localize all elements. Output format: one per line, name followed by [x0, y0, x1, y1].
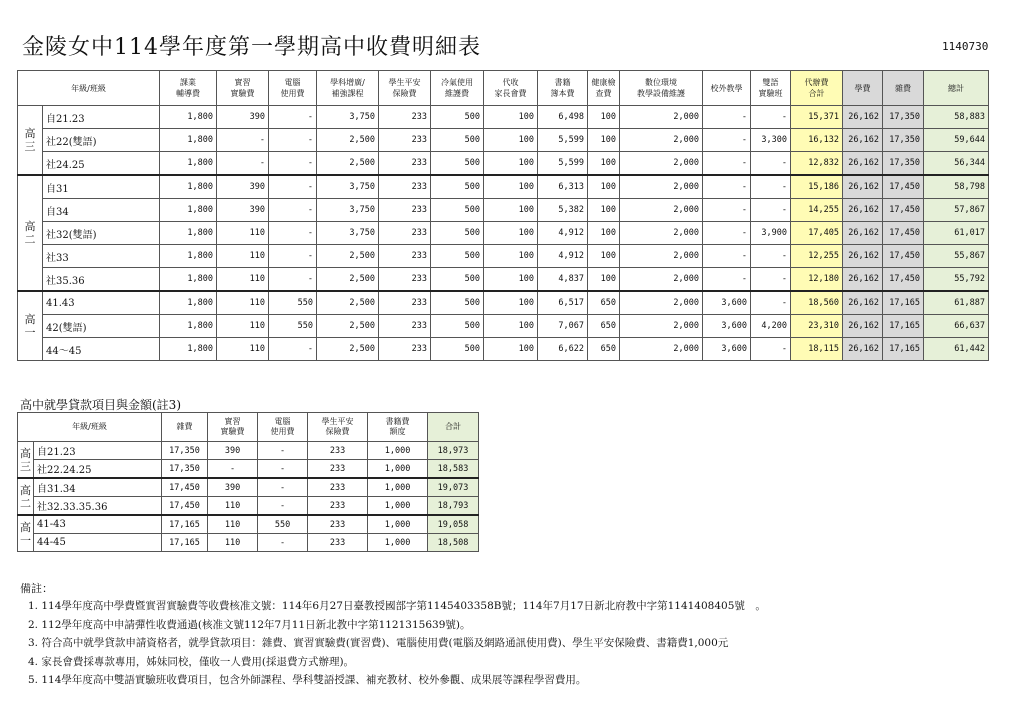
fee-cell: 233 [379, 175, 431, 199]
table-row [18, 129, 989, 152]
fee-cell: 3,750 [317, 222, 379, 245]
class-name: 自21.23 [34, 442, 162, 460]
fee-cell: 110 [217, 222, 269, 245]
fee-cell: 26,162 [843, 106, 883, 129]
fee-cell: - [269, 129, 317, 152]
fee-cell: 2,000 [620, 222, 703, 245]
column-header: 雜費 [883, 71, 924, 106]
fee-cell: 390 [208, 442, 258, 460]
fee-cell: 233 [379, 245, 431, 268]
fee-cell: 100 [484, 338, 538, 361]
class-name: 自34 [43, 199, 160, 222]
table-row [18, 315, 989, 338]
fee-cell: 110 [217, 315, 269, 338]
fee-cell: - [703, 106, 751, 129]
fee-cell: 233 [379, 222, 431, 245]
class-name: 自21.23 [43, 106, 160, 129]
grade-label: 高 三 [18, 106, 43, 176]
fee-cell: 100 [484, 268, 538, 292]
fee-cell: 17,450 [883, 222, 924, 245]
fee-cell: 3,300 [751, 129, 791, 152]
class-name: 社32(雙語) [43, 222, 160, 245]
fee-cell: - [269, 268, 317, 292]
fee-cell: 550 [258, 515, 308, 534]
fee-cell: 2,500 [317, 291, 379, 315]
table-row [18, 106, 989, 129]
fee-cell: 2,000 [620, 291, 703, 315]
column-header: 總計 [924, 71, 989, 106]
fee-cell: 233 [308, 515, 368, 534]
class-name: 社35.36 [43, 268, 160, 292]
fee-cell: 17,350 [162, 460, 208, 479]
fee-cell: 650 [588, 315, 620, 338]
fee-cell: - [258, 534, 308, 552]
fee-cell: - [703, 175, 751, 199]
fee-cell: 233 [308, 534, 368, 552]
fee-cell: 16,132 [791, 129, 843, 152]
fee-cell: 233 [379, 315, 431, 338]
fee-cell: 1,800 [160, 268, 217, 292]
fee-cell: 3,750 [317, 199, 379, 222]
fee-cell: - [269, 152, 317, 176]
fee-cell: 100 [588, 175, 620, 199]
fee-cell: 100 [588, 129, 620, 152]
fee-cell: 17,350 [883, 129, 924, 152]
fee-cell: 500 [431, 338, 484, 361]
fee-cell: 17,165 [162, 534, 208, 552]
fee-cell: 17,450 [162, 497, 208, 516]
fee-cell: - [269, 199, 317, 222]
fee-cell: 1,800 [160, 199, 217, 222]
fee-cell: 4,837 [538, 268, 588, 292]
column-header: 校外教學 [703, 71, 751, 106]
class-name: 41.43 [43, 291, 160, 315]
fee-cell: 4,912 [538, 245, 588, 268]
fee-cell: 110 [217, 338, 269, 361]
class-name: 44～45 [43, 338, 160, 361]
fee-cell: 100 [484, 315, 538, 338]
fee-cell: 26,162 [843, 315, 883, 338]
fee-cell: 26,162 [843, 199, 883, 222]
fee-cell: 26,162 [843, 175, 883, 199]
table-row [18, 175, 989, 199]
fee-cell: - [751, 291, 791, 315]
fee-cell: 3,750 [317, 175, 379, 199]
fee-cell: - [269, 175, 317, 199]
fee-cell: 6,622 [538, 338, 588, 361]
fee-cell: 58,798 [924, 175, 989, 199]
column-header: 學生平安 保險費 [308, 413, 368, 442]
fee-cell: 26,162 [843, 338, 883, 361]
note-item: 4. 家長會費採專款專用，姊妹同校，僅收一人費用(採退費方式辦理)。 [28, 655, 355, 668]
fee-cell: 17,405 [791, 222, 843, 245]
document-number: 1140730 [942, 40, 989, 53]
fee-cell: 17,165 [162, 515, 208, 534]
fee-cell: 17,165 [883, 315, 924, 338]
notes-title: 備註： [20, 582, 53, 595]
fee-cell: 19,058 [428, 515, 479, 534]
fee-cell: 18,508 [428, 534, 479, 552]
fee-cell: 5,599 [538, 152, 588, 176]
column-header: 電腦 使用費 [269, 71, 317, 106]
column-header: 雙語 實驗班 [751, 71, 791, 106]
fee-cell: - [269, 222, 317, 245]
fee-cell: 2,000 [620, 315, 703, 338]
fee-cell: 100 [588, 245, 620, 268]
grade-label: 高 二 [18, 175, 43, 291]
column-header: 健康檢 查費 [588, 71, 620, 106]
fee-cell: 100 [588, 268, 620, 292]
fee-cell: 17,450 [162, 478, 208, 497]
fee-cell: 18,115 [791, 338, 843, 361]
fee-cell: - [258, 442, 308, 460]
fee-cell: 500 [431, 106, 484, 129]
class-name: 41-43 [34, 515, 162, 534]
table-row [18, 152, 989, 176]
fee-cell: 14,255 [791, 199, 843, 222]
fee-cell: 233 [379, 268, 431, 292]
fee-cell: 12,255 [791, 245, 843, 268]
fee-cell: 26,162 [843, 245, 883, 268]
fee-cell: 1,000 [368, 534, 428, 552]
fee-cell: 26,162 [843, 291, 883, 315]
column-header: 冷氣使用 維護費 [431, 71, 484, 106]
fee-cell: 17,165 [883, 291, 924, 315]
fee-cell: 1,800 [160, 315, 217, 338]
fee-cell: 100 [588, 106, 620, 129]
fee-cell: - [269, 338, 317, 361]
fee-cell: 1,800 [160, 338, 217, 361]
fee-cell: - [751, 268, 791, 292]
fee-cell: 2,500 [317, 268, 379, 292]
note-item: 1. 114學年度高中學費暨實習實驗費等收費核准文號：114年6月27日臺教授國部字第1145403358B號；114年7月17日新北府教中字第1141408405號 。 [28, 600, 766, 612]
column-header: 數位環境 教學設備維護 [620, 71, 703, 106]
fee-cell: 2,500 [317, 152, 379, 176]
fee-cell: 1,800 [160, 129, 217, 152]
class-name: 社32.33.35.36 [34, 497, 162, 516]
fee-cell: 110 [208, 534, 258, 552]
fee-cell: 3,900 [751, 222, 791, 245]
column-header: 代辦費 合計 [791, 71, 843, 106]
column-header: 學科增廣/ 補強課程 [317, 71, 379, 106]
table-row [18, 291, 989, 315]
table-row [18, 442, 479, 460]
fee-cell: 1,800 [160, 222, 217, 245]
fee-cell: 3,600 [703, 291, 751, 315]
fee-cell: 100 [484, 245, 538, 268]
fee-cell: 3,750 [317, 106, 379, 129]
fee-cell: 100 [484, 175, 538, 199]
column-header: 代收 家長會費 [484, 71, 538, 106]
fee-cell: 500 [431, 222, 484, 245]
fee-cell: 100 [484, 222, 538, 245]
fee-cell: 6,517 [538, 291, 588, 315]
table-row [18, 460, 479, 479]
fee-cell: 26,162 [843, 222, 883, 245]
fee-cell: 55,867 [924, 245, 989, 268]
fee-cell: 17,350 [883, 106, 924, 129]
column-header: 課業 輔導費 [160, 71, 217, 106]
note-item: 5. 114學年度高中雙語實驗班收費項目，包含外師課程、學科雙語授課、補充教材、校外參觀、成果展等課程學習費用。 [28, 674, 587, 686]
fee-cell: - [703, 245, 751, 268]
fee-cell: - [217, 152, 269, 176]
fee-table [17, 70, 989, 361]
fee-cell: 233 [308, 497, 368, 516]
table-row [18, 515, 479, 534]
fee-cell: 233 [379, 291, 431, 315]
table-row [18, 534, 479, 552]
fee-cell: 100 [484, 106, 538, 129]
fee-cell: 500 [431, 291, 484, 315]
fee-table-header [18, 71, 989, 106]
fee-cell: 233 [308, 478, 368, 497]
fee-cell: 55,792 [924, 268, 989, 292]
fee-cell: - [751, 106, 791, 129]
fee-cell: 5,382 [538, 199, 588, 222]
fee-cell: 500 [431, 129, 484, 152]
fee-cell: 61,442 [924, 338, 989, 361]
fee-cell: - [269, 245, 317, 268]
fee-cell: 57,867 [924, 199, 989, 222]
fee-cell: 110 [217, 268, 269, 292]
column-header: 實習 實驗費 [217, 71, 269, 106]
fee-cell: 17,350 [883, 152, 924, 176]
fee-cell: 1,000 [368, 515, 428, 534]
fee-cell: - [703, 152, 751, 176]
fee-cell: - [208, 460, 258, 479]
fee-cell: 5,599 [538, 129, 588, 152]
fee-cell: 19,073 [428, 478, 479, 497]
fee-cell: - [703, 199, 751, 222]
page-title: 金陵女中114學年度第一學期高中收費明細表 [22, 35, 481, 60]
fee-cell: - [703, 268, 751, 292]
class-name: 社24.25 [43, 152, 160, 176]
fee-cell: 500 [431, 245, 484, 268]
loan-table-header [18, 413, 479, 442]
fee-cell: 550 [269, 291, 317, 315]
fee-cell: 18,973 [428, 442, 479, 460]
table-row [18, 199, 989, 222]
fee-cell: 17,350 [162, 442, 208, 460]
fee-cell: 2,000 [620, 245, 703, 268]
fee-cell: 650 [588, 291, 620, 315]
column-header: 書籍費 額度 [368, 413, 428, 442]
fee-cell: - [258, 460, 308, 479]
fee-cell: - [751, 175, 791, 199]
table-row [18, 338, 989, 361]
loan-section-title: 高中就學貸款項目與金額(註3) [20, 398, 181, 412]
fee-cell: 6,313 [538, 175, 588, 199]
column-header: 雜費 [162, 413, 208, 442]
notes-list [28, 597, 1008, 690]
fee-cell: 233 [379, 152, 431, 176]
fee-cell: 59,644 [924, 129, 989, 152]
fee-cell: 1,800 [160, 175, 217, 199]
class-name: 社22.24.25 [34, 460, 162, 479]
grade-label: 高 三 [18, 442, 34, 479]
note-item: 3. 符合高中就學貸款申請資格者，就學貸款項目：雜費、實習實驗費(實習費)、電腦使用費(電腦及網路通訊使用費)、學生平安保險費、書籍費1,000元 [28, 637, 729, 649]
fee-cell: 1,000 [368, 442, 428, 460]
fee-cell: 2,000 [620, 338, 703, 361]
fee-cell: 110 [217, 245, 269, 268]
fee-cell: 1,000 [368, 478, 428, 497]
note-item: 2. 112學年度高中申請彈性收費通過(核准文號112年7月11日新北教中字第1121315639號)。 [28, 618, 471, 631]
fee-cell: - [258, 478, 308, 497]
fee-cell: 1,800 [160, 291, 217, 315]
column-header: 學生平安 保險費 [379, 71, 431, 106]
fee-cell: 26,162 [843, 152, 883, 176]
fee-cell: 110 [208, 497, 258, 516]
column-header: 實習 實驗費 [208, 413, 258, 442]
grade-label: 高 一 [18, 291, 43, 361]
fee-cell: 2,500 [317, 129, 379, 152]
fee-cell: 2,500 [317, 338, 379, 361]
table-row [18, 478, 479, 497]
fee-cell: 2,000 [620, 268, 703, 292]
fee-cell: 233 [379, 338, 431, 361]
fee-table-body [18, 106, 989, 361]
fee-cell: 18,560 [791, 291, 843, 315]
fee-cell: 500 [431, 268, 484, 292]
fee-cell: 233 [308, 442, 368, 460]
loan-table [17, 412, 479, 552]
fee-cell: 100 [484, 291, 538, 315]
fee-cell: 4,200 [751, 315, 791, 338]
fee-cell: 100 [484, 129, 538, 152]
loan-table-body [18, 442, 479, 552]
fee-cell: 58,883 [924, 106, 989, 129]
fee-cell: 12,832 [791, 152, 843, 176]
fee-cell: 17,165 [883, 338, 924, 361]
grade-label: 高 二 [18, 478, 34, 515]
fee-cell: - [703, 222, 751, 245]
fee-cell: 2,000 [620, 129, 703, 152]
fee-cell: 550 [269, 315, 317, 338]
column-header: 學費 [843, 71, 883, 106]
table-row [18, 268, 989, 292]
fee-cell: 4,912 [538, 222, 588, 245]
fee-cell: 1,800 [160, 245, 217, 268]
fee-cell: 3,600 [703, 338, 751, 361]
fee-cell: - [751, 152, 791, 176]
fee-cell: 61,017 [924, 222, 989, 245]
fee-cell: 100 [588, 222, 620, 245]
fee-cell: 2,000 [620, 199, 703, 222]
fee-cell: 233 [379, 106, 431, 129]
fee-cell: 233 [379, 129, 431, 152]
fee-cell: 1,800 [160, 152, 217, 176]
fee-cell: 12,180 [791, 268, 843, 292]
fee-cell: 18,583 [428, 460, 479, 479]
fee-cell: 650 [588, 338, 620, 361]
fee-cell: 500 [431, 199, 484, 222]
class-name: 社33 [43, 245, 160, 268]
fee-cell: - [751, 338, 791, 361]
fee-cell: 1,000 [368, 460, 428, 479]
fee-cell: 17,450 [883, 175, 924, 199]
grade-label: 高 一 [18, 515, 34, 552]
fee-cell: 6,498 [538, 106, 588, 129]
fee-cell: 110 [217, 291, 269, 315]
fee-cell: 100 [484, 152, 538, 176]
fee-cell: 500 [431, 315, 484, 338]
fee-cell: 26,162 [843, 129, 883, 152]
table-row [18, 222, 989, 245]
fee-cell: 66,637 [924, 315, 989, 338]
fee-cell: 15,186 [791, 175, 843, 199]
fee-cell: 61,887 [924, 291, 989, 315]
fee-cell: 18,793 [428, 497, 479, 516]
fee-cell: 390 [217, 199, 269, 222]
column-header: 書籍 簿本費 [538, 71, 588, 106]
fee-cell: - [258, 497, 308, 516]
fee-cell: 17,450 [883, 245, 924, 268]
fee-cell: 17,450 [883, 199, 924, 222]
fee-cell: 500 [431, 152, 484, 176]
fee-cell: 390 [208, 478, 258, 497]
fee-cell: 26,162 [843, 268, 883, 292]
fee-cell: 1,800 [160, 106, 217, 129]
class-name: 42(雙語) [43, 315, 160, 338]
fee-cell: 23,310 [791, 315, 843, 338]
fee-cell: 2,500 [317, 315, 379, 338]
fee-cell: 100 [588, 199, 620, 222]
fee-cell: 56,344 [924, 152, 989, 176]
column-header: 年級/班級 [18, 71, 160, 106]
fee-cell: 110 [208, 515, 258, 534]
fee-cell: 500 [431, 175, 484, 199]
fee-cell: 2,500 [317, 245, 379, 268]
fee-cell: 100 [588, 152, 620, 176]
fee-cell: - [751, 199, 791, 222]
class-name: 自31.34 [34, 478, 162, 497]
fee-cell: 233 [379, 199, 431, 222]
fee-cell: 17,450 [883, 268, 924, 292]
fee-cell: 390 [217, 106, 269, 129]
fee-cell: 3,600 [703, 315, 751, 338]
fee-cell: 2,000 [620, 106, 703, 129]
fee-cell: 1,000 [368, 497, 428, 516]
fee-cell: - [269, 106, 317, 129]
fee-cell: - [703, 129, 751, 152]
class-name: 自31 [43, 175, 160, 199]
fee-cell: 100 [484, 199, 538, 222]
fee-cell: 233 [308, 460, 368, 479]
column-header: 合計 [428, 413, 479, 442]
fee-cell: - [217, 129, 269, 152]
table-row [18, 497, 479, 516]
fee-cell: 15,371 [791, 106, 843, 129]
fee-cell: 7,067 [538, 315, 588, 338]
column-header: 年級/班級 [18, 413, 162, 442]
fee-cell: 2,000 [620, 152, 703, 176]
fee-cell: 390 [217, 175, 269, 199]
class-name: 44-45 [34, 534, 162, 552]
fee-cell: - [751, 245, 791, 268]
table-row [18, 245, 989, 268]
column-header: 電腦 使用費 [258, 413, 308, 442]
class-name: 社22(雙語) [43, 129, 160, 152]
fee-cell: 2,000 [620, 175, 703, 199]
